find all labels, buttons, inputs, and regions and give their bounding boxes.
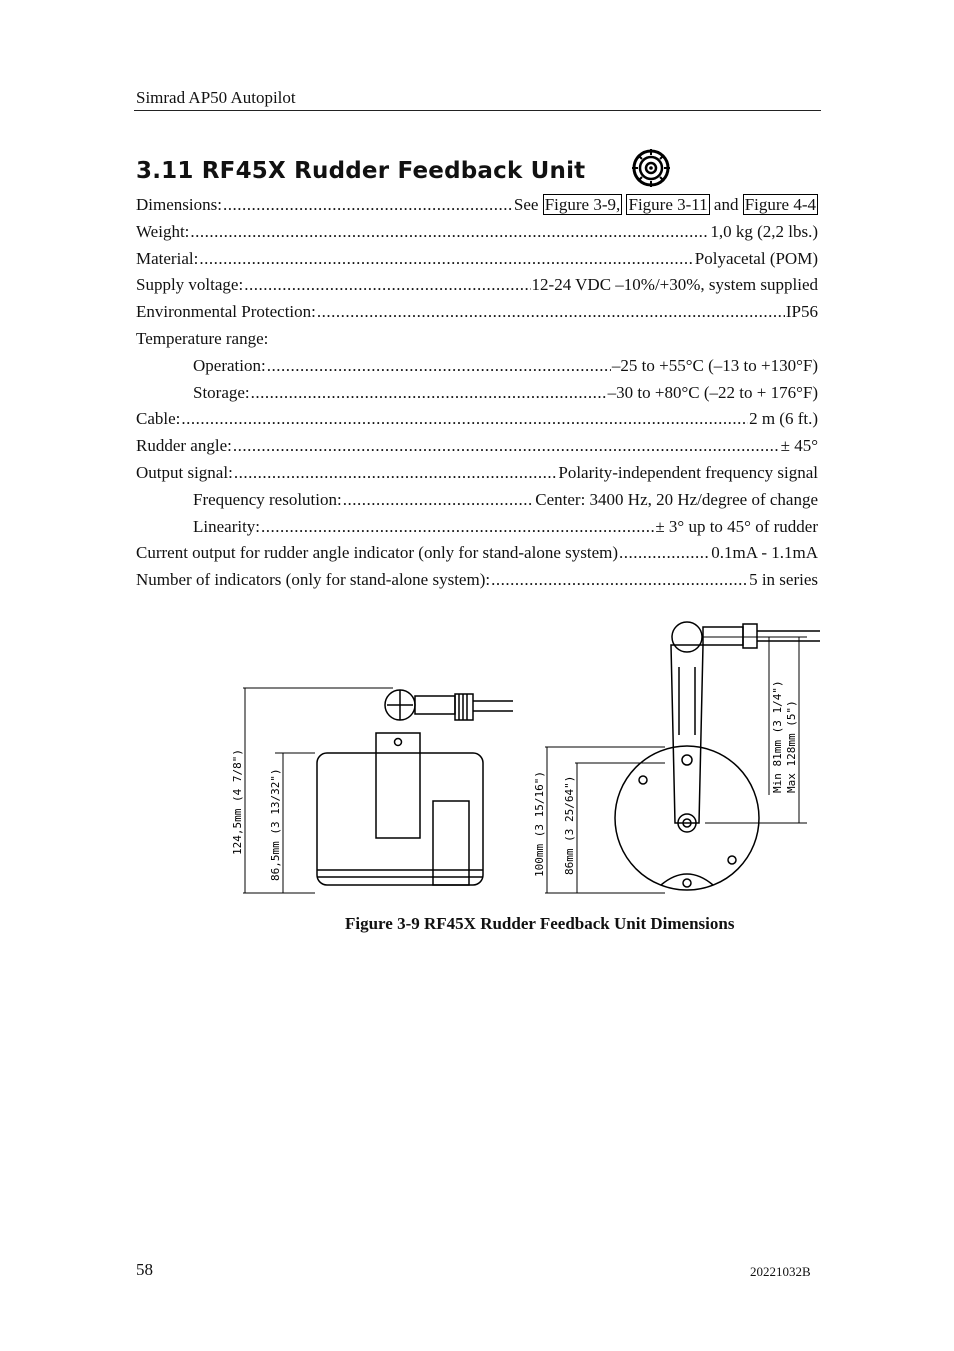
page-number: 58 [136, 1260, 153, 1279]
leader-dots [244, 275, 530, 295]
spec-value: Center: 3400 Hz, 20 Hz/degree of change [535, 489, 818, 509]
spec-value: ± 3° up to 45° of rudder [655, 516, 818, 536]
front-view [243, 688, 513, 893]
spec-value: IP56 [785, 302, 818, 322]
spec-value: Polyacetal (POM) [694, 248, 818, 268]
document-number: 20221032B [750, 1264, 811, 1279]
spec-row-operation [136, 356, 818, 383]
leader-dots [223, 195, 513, 215]
spec-value: 2 m (6 ft.) [749, 409, 818, 429]
spec-label: Weight: [136, 221, 190, 241]
spec-label: Linearity: [193, 516, 261, 536]
spec-row-frequency-resolution [136, 490, 818, 517]
spec-label: Material: [136, 248, 199, 268]
spec-value: 1,0 kg (2,2 lbs.) [710, 221, 818, 241]
section-title: 3.11 RF45X Rudder Feedback Unit [136, 158, 586, 184]
spec-list [136, 195, 818, 597]
leader-dots [233, 436, 780, 456]
spec-value: 12-24 VDC –10%/+30%, system supplied [531, 275, 818, 295]
spec-row-cable [136, 409, 818, 436]
leader-dots [261, 517, 654, 537]
header-rule [134, 110, 821, 111]
spec-value: –30 to +80°C (–22 to + 176°F) [607, 382, 818, 402]
dim-side-height-label: 100mm (3 15/16") [533, 771, 546, 877]
running-header: Simrad AP50 Autopilot [136, 88, 296, 107]
dim-side-disc-label: 86mm (3 25/64") [563, 775, 576, 875]
spec-row-rudder-angle [136, 436, 818, 463]
spec-label: Frequency resolution: [193, 489, 342, 509]
spec-row-number-of-indicators [136, 570, 818, 597]
spec-value: 5 in series [749, 570, 818, 590]
spec-row-weight [136, 222, 818, 249]
spec-label: Supply voltage: [136, 275, 244, 295]
figure-caption: Figure 3-9 RF45X Rudder Feedback Unit Dimensions [345, 914, 735, 933]
spec-label: Rudder angle: [136, 436, 232, 456]
spec-label: Operation: [193, 355, 266, 375]
spec-row-temperature-range [136, 329, 818, 356]
spec-label: Dimensions: [136, 195, 222, 214]
spec-row-storage [136, 383, 818, 410]
spec-value: Polarity-independent frequency signal [558, 462, 818, 482]
spec-value: –25 to +55°C (–13 to +130°F) [611, 355, 818, 375]
and-text: and [713, 195, 739, 214]
leader-dots [251, 383, 607, 403]
rudder-feedback-unit-icon [630, 146, 672, 188]
spec-value: 0.1mA - 1.1mA [711, 543, 818, 563]
figure-3-11-link[interactable]: Figure 3-11 [628, 195, 708, 214]
dim-arm-min-label: Min 81mm (3 1/4") [771, 680, 784, 793]
leader-dots [619, 543, 710, 563]
spec-label: Environmental Protection: [136, 302, 316, 322]
spec-row-linearity [136, 517, 818, 544]
spec-row-output-signal [136, 463, 818, 490]
leader-dots [199, 249, 693, 269]
leader-dots [343, 490, 535, 510]
spec-row-current-output [136, 543, 818, 570]
figure-3-9-link[interactable]: Figure 3-9, [544, 195, 621, 214]
spec-value: ± 45° [780, 436, 818, 456]
leader-dots [267, 356, 611, 376]
spec-label: Output signal: [136, 462, 233, 482]
figure-4-4-link[interactable]: Figure 4-4 [744, 195, 816, 214]
dimension-drawing [225, 615, 825, 905]
spec-value [514, 195, 818, 215]
leader-dots [190, 222, 709, 242]
dim-arm-max-label: Max 128mm (5") [785, 700, 798, 793]
see-text: See [513, 195, 539, 214]
spec-label: Temperature range: [136, 328, 269, 348]
leader-dots [317, 302, 785, 322]
leader-dots [491, 570, 748, 590]
spec-label: Number of indicators (only for stand-alone system): [136, 570, 491, 590]
spec-row-dimensions [136, 195, 818, 222]
spec-label: Current output for rudder angle indicator (only for stand-alone system) [136, 543, 619, 563]
leader-dots [181, 409, 748, 429]
spec-row-material [136, 249, 818, 276]
dim-total-height-label: 124,5mm (4 7/8") [231, 749, 244, 855]
dim-body-height-label: 86,5mm (3 13/32") [269, 768, 282, 881]
spec-label: Cable: [136, 409, 181, 429]
leader-dots [234, 463, 558, 483]
spec-row-environmental-protection [136, 302, 818, 329]
spec-row-supply-voltage [136, 275, 818, 302]
spec-label: Storage: [193, 382, 250, 402]
